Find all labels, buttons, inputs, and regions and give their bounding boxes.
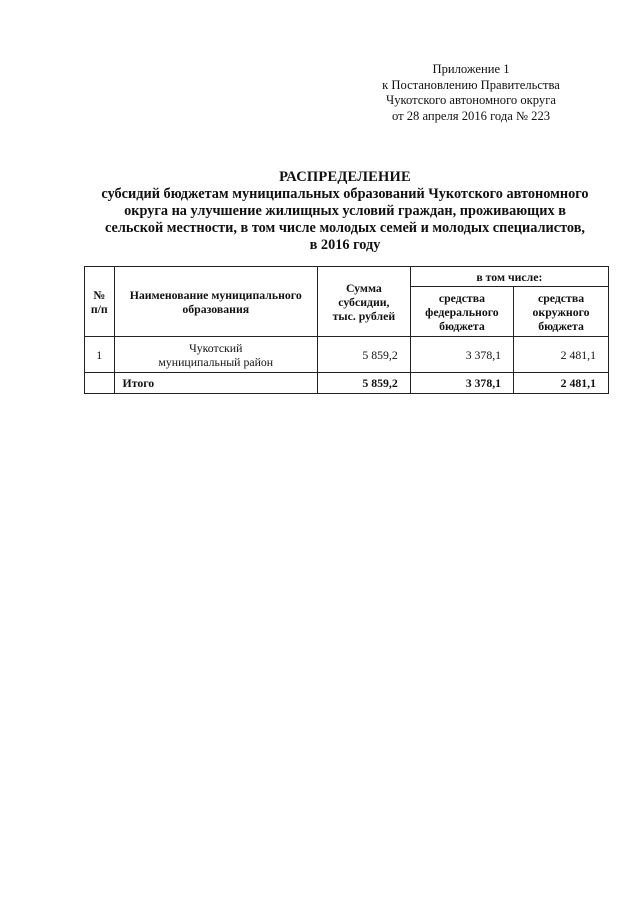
header-sum xyxy=(318,267,411,337)
appendix-line: Чукотского автономного округа xyxy=(386,93,556,107)
header-federal-line: средства xyxy=(438,290,485,305)
row-sum: 5 859,2 xyxy=(318,337,411,373)
document-title: РАСПРЕДЕЛЕНИЕ xyxy=(279,169,411,185)
row-number: 1 xyxy=(85,337,115,373)
header-federal-line: бюджета xyxy=(439,318,485,333)
row-district: 2 481,1 xyxy=(514,337,609,373)
header-federal-line: федерального xyxy=(425,304,499,319)
distribution-table xyxy=(84,266,609,394)
header-name-line: Наименование муниципального xyxy=(129,287,302,302)
header-including: в том числе: xyxy=(410,267,608,287)
appendix-line: Приложение 1 xyxy=(432,62,510,76)
subtitle-line: в 2016 году xyxy=(309,237,381,253)
header-district-line: средства xyxy=(537,290,585,305)
appendix-block xyxy=(366,62,576,124)
row-name-line: муниципальный район xyxy=(158,354,274,369)
total-district: 2 481,1 xyxy=(514,373,609,394)
header-federal xyxy=(410,287,513,337)
header-sum-line: тыс. рублей xyxy=(332,308,396,323)
subtitle-line: сельской местности, в том числе молодых семей и молодых специалистов, xyxy=(104,220,586,236)
header-name-line: образования xyxy=(182,301,250,316)
table-header-row xyxy=(85,267,609,287)
header-sum-line: субсидии, xyxy=(338,294,390,309)
row-name xyxy=(114,337,317,373)
header-district-line: бюджета xyxy=(538,318,584,333)
appendix-line: от 28 апреля 2016 года № 223 xyxy=(391,108,551,123)
document-subtitle xyxy=(70,186,620,254)
header-number xyxy=(85,267,115,337)
table-row xyxy=(85,337,609,373)
header-number-line: п/п xyxy=(90,301,108,316)
subtitle-line: округа на улучшение жилищных условий граждан, проживающих в xyxy=(124,203,566,219)
header-district xyxy=(514,287,609,337)
subtitle-line: субсидий бюджетам муниципальных образований Чукотского автономного xyxy=(101,186,589,202)
total-sum: 5 859,2 xyxy=(318,373,411,394)
appendix-line: к Постановлению Правительства xyxy=(382,77,560,92)
header-name xyxy=(114,267,317,337)
total-federal: 3 378,1 xyxy=(410,373,513,394)
document-heading xyxy=(70,168,620,254)
table-total-row xyxy=(85,373,609,394)
row-federal: 3 378,1 xyxy=(410,337,513,373)
total-label: Итого xyxy=(114,373,317,394)
header-number-line: № xyxy=(93,287,106,302)
row-name-line: Чукотский xyxy=(189,340,243,355)
header-district-line: окружного xyxy=(532,304,590,319)
header-sum-line: Сумма xyxy=(345,280,382,295)
total-number-cell xyxy=(85,373,115,394)
